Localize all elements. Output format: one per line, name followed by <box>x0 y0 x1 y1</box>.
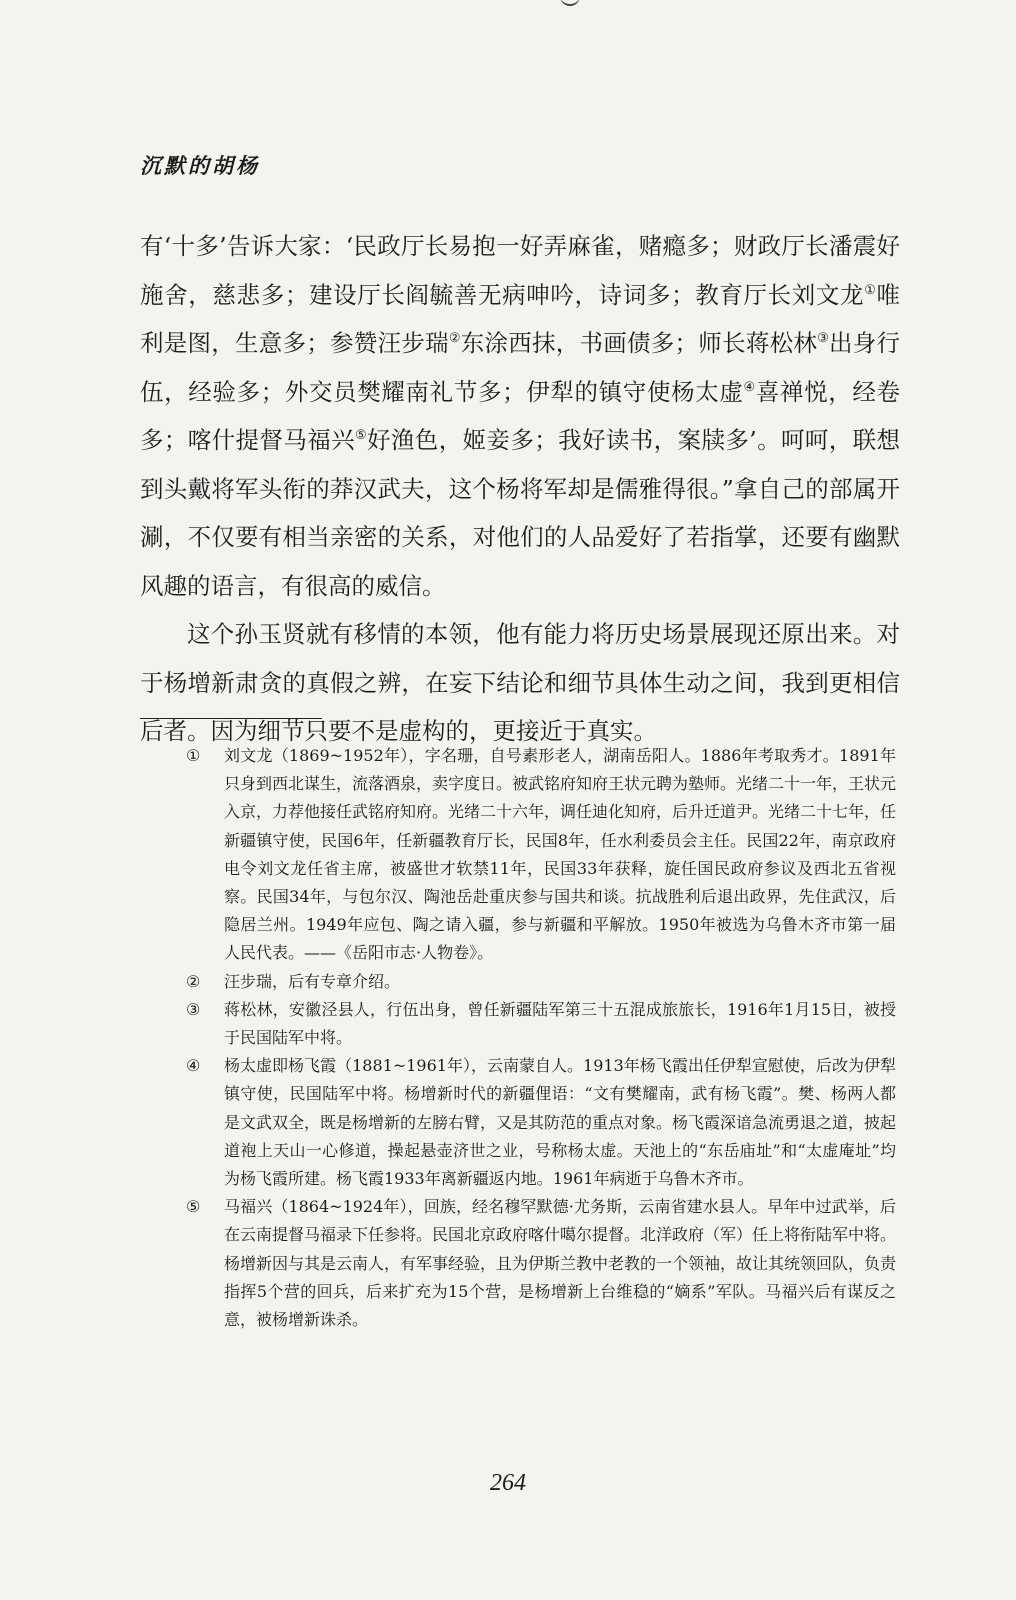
footnote-text: 马福兴（1864~1924年），回族，经名穆罕默德·尤务斯，云南省建水县人。早年中过武举，后在云南提督马福录下任参将。民国北京政府喀什噶尔提督。北洋政府（军）任上将衔陆军中将。杨增新因与其是云南人，有军事经验，且为伊斯兰教中老教的一个领袖，故让其统领回队，负责指挥5个营的回兵，后来扩充为15个营，是杨增新上台维稳的“嫡系”军队。马福兴后有谋反之意，被杨增新诛杀。 <box>224 1197 897 1330</box>
paragraph-1-segment: 出身行伍，经验多；外交员樊耀南礼节多；伊犁的镇守使杨太虚 <box>140 329 901 406</box>
footnote-ref-2: ② <box>448 331 461 346</box>
footnote-4 <box>186 1052 896 1193</box>
top-edge-mark <box>560 0 580 6</box>
paragraph-1-segment: 唯利是图，生意多；参赞汪步瑞 <box>140 280 900 357</box>
footnote-text: 蒋松林，安徽泾县人，行伍出身，曾任新疆陆军第三十五混成旅旅长，1916年1月15日，被授于民国陆军中将。 <box>224 999 896 1048</box>
footnote-2 <box>186 968 896 996</box>
footnote-mark: ② <box>186 971 201 991</box>
main-text <box>140 222 900 756</box>
footnote-5 <box>186 1193 896 1334</box>
footnote-mark: ① <box>186 746 201 765</box>
footnote-ref-1: ① <box>864 282 877 298</box>
footnote-ref-3: ③ <box>817 331 830 346</box>
footnote-ref-5: ⑤ <box>354 428 368 443</box>
footnote-ref-4: ④ <box>743 379 756 395</box>
footnote-mark: ⑤ <box>186 1197 201 1217</box>
footnote-text: 刘文龙（1869~1952年），字名珊，自号素形老人，湖南岳阳人。1886年考取秀才。1891年只身到西北谋生，流落酒泉，卖字度日。被武铭府知府王状元聘为塾师。光绪二十一年，王状元入京，力荐他接任武铭府知府。光绪二十六年，调任迪化知府，后升迁道尹。光绪二十七年，任新疆镇守使，民国6年，任新疆教育厅长，民国8年，任水利委员会主任。民国22年，南京政府电令刘文龙任省主席，被盛世才软禁11年，民国33年获释，旋任国民政府参议及西北五省视察。民国34年，与包尔汉、陶池岳赴重庆参与国共和谈。抗战胜利后退出政界，先住武汉，后隐居兰州。1949年应包、陶之请入疆，参与新疆和平解放。1950年被选为乌鲁木齐市第一届人民代表。——《岳阳市志·人物卷》。 <box>224 746 897 963</box>
footnote-mark: ④ <box>186 1056 201 1076</box>
footnote-divider <box>140 718 322 719</box>
footnote-text: 杨太虚即杨飞霞（1881~1961年），云南蒙自人。1913年杨飞霞出任伊犁宣慰使，后改为伊犁镇守使，民国陆军中将。杨增新时代的新疆俚语：“文有樊耀南，武有杨飞霞”。樊、杨两人都是文武双全，既是杨增新的左膀右臂，又是其防范的重点对象。杨飞霞深谙急流勇退之道，披起道袍上天山一心修道，操起悬壶济世之业，号称杨太虚。天池上的“东岳庙址”和“太虚庵址”均为杨飞霞所建。杨飞霞1933年离新疆返内地。1961年病逝于乌鲁木齐市。 <box>224 1056 897 1189</box>
paragraph-1-segment: 有‘十多’告诉大家：‘民政厅长易抱一好弄麻雀，赌瘾多；财政厅长潘震好施舍，慈悲多；建设厅长阎毓善无病呻吟，诗词多；教育厅长刘文龙 <box>140 232 900 309</box>
page-number: 264 <box>490 1470 526 1496</box>
footnotes <box>186 742 896 1334</box>
paragraph-1 <box>140 222 900 610</box>
running-head: 沉默的胡杨 <box>140 154 260 178</box>
footnote-text: 汪步瑞，后有专章介绍。 <box>224 971 401 991</box>
paragraph-1-segment: 好渔色，姬妾多；我好读书，案牍多’。呵呵，联想到头戴将军头衔的莽汉武夫，这个杨将军却是儒雅得很。”拿自己的部属开涮，不仅要有相当亲密的关系，对他们的人品爱好了若指掌，还要有幽默风趣的语言，有很高的威信。 <box>140 426 900 600</box>
paragraph-1-segment: 东涂西抹，书画债多；师长蒋松林 <box>460 329 818 357</box>
paragraph-1-segment: 喜禅悦，经卷多；喀什提督马福兴 <box>140 377 901 454</box>
paragraph-2: 这个孙玉贤就有移情的本领，他有能力将历史场景展现还原出来。对于杨增新肃贪的真假之辨，在妄下结论和细节具体生动之间，我到更相信后者。因为细节只要不是虚构的，更接近于真实。 <box>140 620 900 745</box>
footnote-1 <box>186 742 896 968</box>
footnote-mark: ③ <box>186 999 201 1019</box>
footnote-3 <box>186 996 896 1052</box>
